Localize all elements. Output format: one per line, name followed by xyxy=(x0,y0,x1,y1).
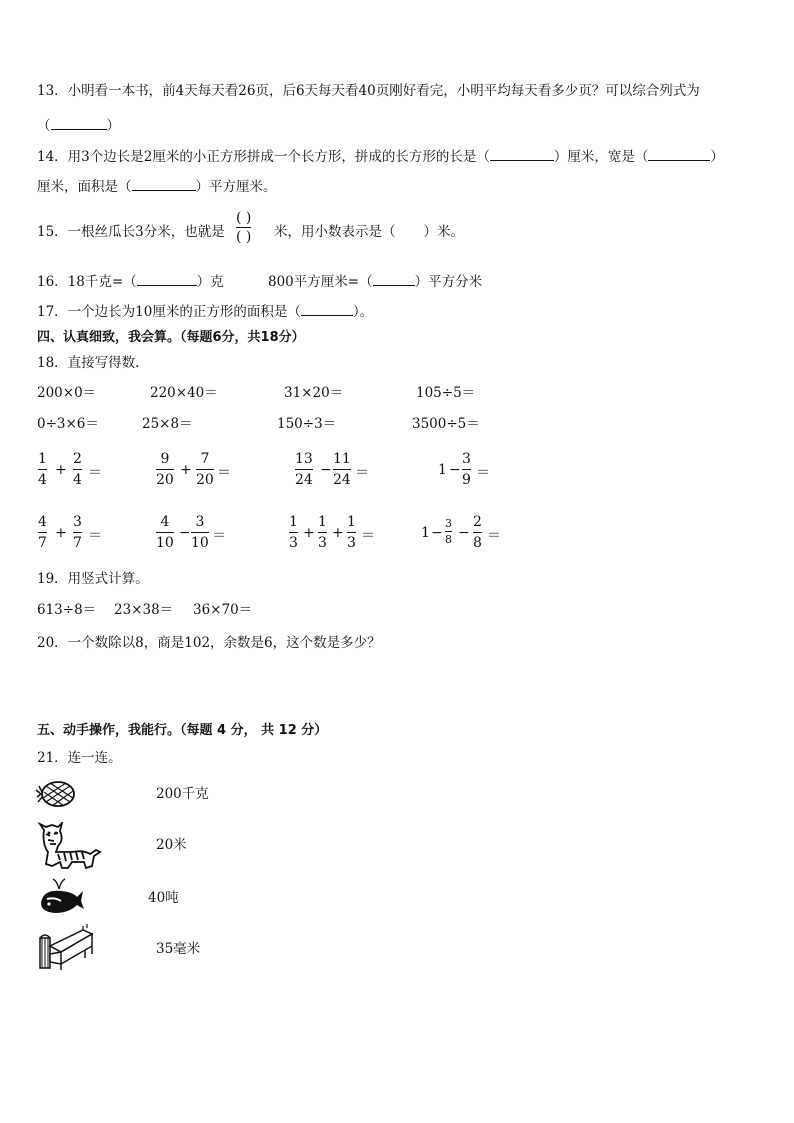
equals-sign: ＝ xyxy=(217,465,231,481)
match-label[interactable]: 40吨 xyxy=(148,890,179,906)
calc-item: 0÷3×6＝ xyxy=(37,416,99,432)
question-14-line1: 14．用3个边长是2厘米的小正方形拼成一个长方形，拼成的长方形的长是（ ）厘米，宽是（ ） xyxy=(37,149,724,165)
equals-sign: ＝ xyxy=(487,528,501,544)
answer-blank-grams[interactable] xyxy=(137,273,197,286)
plus-sign: + xyxy=(55,525,67,541)
fraction: 2 4 xyxy=(73,451,82,488)
equals-sign: ＝ xyxy=(88,528,102,544)
minus-sign: − xyxy=(431,525,443,541)
calc-item: 36×70＝ xyxy=(193,602,253,618)
fraction: 1 3 xyxy=(289,514,298,551)
fraction: 13 24 xyxy=(295,451,313,488)
question-16-part-a: 16．18千克=（ ）克 xyxy=(37,274,224,290)
question-17-text: 17．一个边长为10厘米的正方形的面积是（ ）。 xyxy=(37,304,374,320)
calc-item: 25×8＝ xyxy=(142,416,193,432)
answer-blank-width[interactable] xyxy=(648,148,710,161)
equals-sign: ＝ xyxy=(88,465,102,481)
minus-sign: − xyxy=(320,462,332,478)
whale-icon[interactable] xyxy=(37,877,85,917)
question-18-title: 18．直接写得数. xyxy=(37,355,140,371)
answer-blank-area[interactable] xyxy=(301,303,353,316)
calc-item: 200×0＝ xyxy=(37,385,97,401)
fraction: 2 8 xyxy=(473,514,482,551)
tiger-icon[interactable] xyxy=(36,822,102,872)
question-13-text: 13．小明看一本书，前4天每天看26页，后6天每天看40页刚好看完，小明平均每天看多少页？可以综合列式为 xyxy=(37,83,700,99)
answer-blank-sq-dm[interactable] xyxy=(373,273,415,286)
minus-sign: − xyxy=(458,525,470,541)
fraction: 3 10 xyxy=(191,514,209,551)
equals-sign: ＝ xyxy=(361,528,375,544)
fraction-blank[interactable]: ( ) ( ) xyxy=(236,210,252,245)
minus-sign: − xyxy=(449,462,461,478)
whole-number: 1 xyxy=(421,525,430,541)
fraction: 7 20 xyxy=(196,451,214,488)
question-13-answer xyxy=(37,117,120,134)
question-14-line2: 厘米，面积是（ ）平方厘米。 xyxy=(37,179,277,195)
calc-item: 220×40＝ xyxy=(150,385,218,401)
question-15-text-b: 米，用小数表示是（ ）米。 xyxy=(274,224,464,240)
answer-blank[interactable] xyxy=(51,117,107,130)
answer-blank-length[interactable] xyxy=(490,148,554,161)
question-21-title: 21．连一连。 xyxy=(37,750,122,766)
fraction: 1 4 xyxy=(38,451,47,488)
minus-sign: − xyxy=(179,525,191,541)
equals-sign: ＝ xyxy=(212,528,226,544)
match-label[interactable]: 35毫米 xyxy=(156,941,201,957)
pineapple-icon[interactable] xyxy=(36,776,76,812)
fraction: 4 7 xyxy=(38,514,47,551)
calc-item: 105÷5＝ xyxy=(416,385,476,401)
fraction: 3 9 xyxy=(462,451,471,488)
answer-blank-area[interactable] xyxy=(132,178,196,191)
question-20-text: 20．一个数除以8，商是102，余数是6，这个数是多少？ xyxy=(37,635,381,651)
equals-sign: ＝ xyxy=(476,465,490,481)
question-19-title: 19．用竖式计算。 xyxy=(37,571,149,587)
match-label[interactable]: 20米 xyxy=(156,837,187,853)
fraction: 1 3 xyxy=(318,514,327,551)
plus-sign: + xyxy=(180,462,192,478)
fraction: 3 8 xyxy=(445,517,452,546)
calc-item: 613÷8＝ xyxy=(37,602,97,618)
calc-item: 3500÷5＝ xyxy=(412,416,480,432)
calc-item: 31×20＝ xyxy=(284,385,344,401)
calc-item: 23×38＝ xyxy=(114,602,174,618)
paren-close: ） xyxy=(106,118,120,134)
fraction: 11 24 xyxy=(333,451,351,488)
fraction: 4 10 xyxy=(156,514,174,551)
match-label[interactable]: 200千克 xyxy=(156,786,209,802)
whole-number: 1 xyxy=(438,462,447,478)
bed-icon[interactable] xyxy=(37,924,95,972)
plus-sign: + xyxy=(332,525,344,541)
question-16-part-b: 800平方厘米=（ ）平方分米 xyxy=(268,274,483,290)
equals-sign: ＝ xyxy=(355,465,369,481)
plus-sign: + xyxy=(303,525,315,541)
fraction: 3 7 xyxy=(73,514,82,551)
section-4-heading: 四、认真细致，我会算。（每题6分，共18分） xyxy=(37,330,305,345)
plus-sign: + xyxy=(55,462,67,478)
fraction: 9 20 xyxy=(156,451,174,488)
section-5-heading: 五、动手操作，我能行。（每题 4 分， 共 12 分） xyxy=(37,723,328,738)
fraction: 1 3 xyxy=(347,514,356,551)
paren-open: （ xyxy=(37,118,51,134)
question-15-text-a: 15．一根丝瓜长3分米，也就是 xyxy=(37,224,225,240)
calc-item: 150÷3＝ xyxy=(277,416,337,432)
